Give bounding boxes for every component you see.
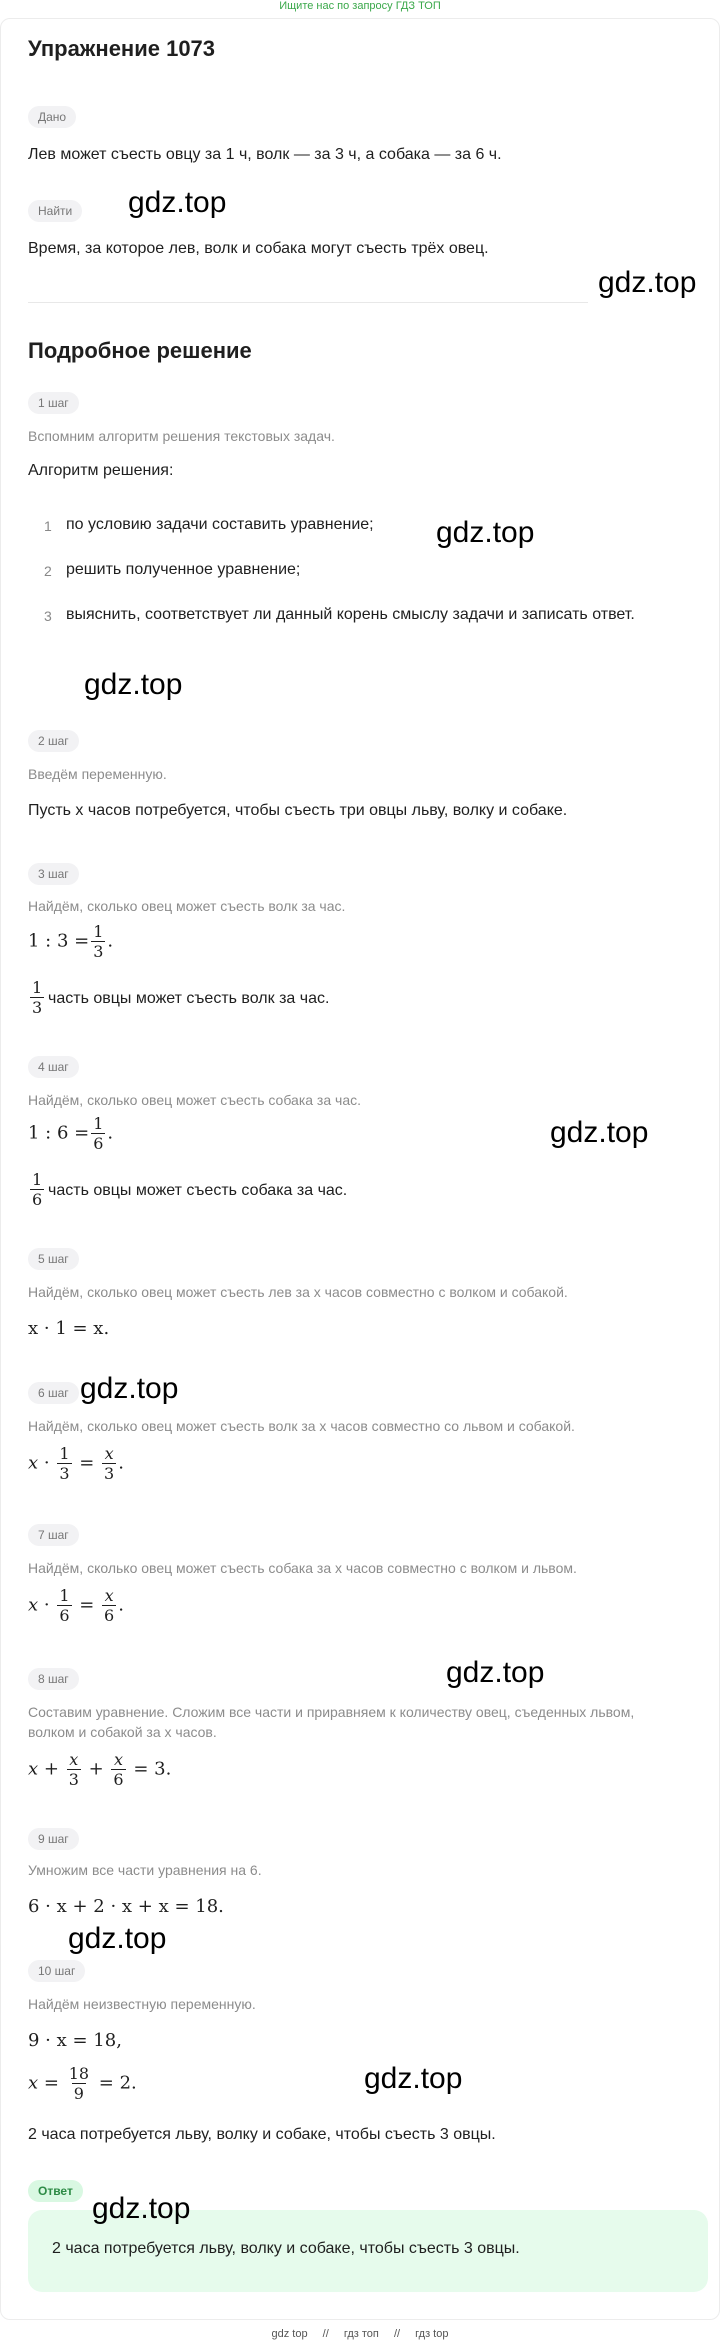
given-badge: Дано [28,106,76,128]
watermark: gdz.top [68,1922,167,1955]
step-badge: 3 шаг [28,863,79,885]
footer-links [0,2328,720,2340]
step-badge: 8 шаг [28,1668,79,1690]
watermark: gdz.top [364,2062,463,2095]
given-text: Лев может съесть овцу за 1 ч, волк — за 3 ч, а собака — за 6 ч. [28,146,502,163]
step-badge: 4 шаг [28,1056,79,1078]
step-hint: Найдём, сколько овец может съесть волк за час. [28,898,346,914]
step-hint: Найдём неизвестную переменную. [28,1996,256,2012]
equation: x · $\frac{1}{6}$ = $\frac{x}{6}$ . [28,1586,124,1625]
list-item-number: 3 [44,608,52,624]
step-text: 2 часа потребуется льву, волку и собаке, чтобы съесть 3 овцы. [28,2126,496,2143]
footer-separator: // [322,2328,329,2340]
step-hint: Найдём, сколько овец может съесть лев за x часов совместно с волком и собакой. [28,1284,568,1300]
watermark: gdz.top [80,1372,179,1405]
step-hint: Умножим все части уравнения на 6. [28,1862,262,1878]
equation: 9 · x = 18, [28,2030,122,2051]
watermark: gdz.top [128,186,227,219]
equation: x · 1 = x. [28,1318,110,1339]
step-badge: 10 шаг [28,1960,85,1982]
step-text: часть овцы может съесть собака за час. [48,1182,348,1199]
step-hint: Введём переменную. [28,766,167,782]
step-badge: 1 шаг [28,392,79,414]
find-text: Время, за которое лев, волк и собака могут съесть трёх овец. [28,240,489,257]
step-hint: Вспомним алгоритм решения текстовых задач. [28,428,335,444]
step-text: часть овцы может съесть волк за час. [48,990,330,1007]
step-badge: 9 шаг [28,1828,79,1850]
list-item-number: 1 [44,518,52,534]
list-item-number: 2 [44,563,52,579]
equation: 1 : 3 = $\frac{1}{3}$ . [28,922,114,961]
equation: 1 : 6 = $\frac{1}{6}$ . [28,1114,114,1153]
answer-badge: Ответ [28,2180,83,2202]
equation: x + $\frac{x}{3}$ + $\frac{x}{6}$ = 3. [28,1750,172,1789]
step-hint: Составим уравнение. Сложим все части и приравняем к количеству овец, съеденных львом, волком и собакой за x часов. [28,1704,635,1740]
footer-link[interactable]: гдз top [415,2328,449,2340]
step-text: Пусть x часов потребуется, чтобы съесть три овцы льву, волку и собаке. [28,802,568,819]
divider [28,302,588,303]
algorithm-label: Алгоритм решения: [28,462,174,479]
step-hint: Найдём, сколько овец может съесть волк за x часов совместно со львом и собакой. [28,1418,575,1434]
step-badge: 6 шаг [28,1382,79,1404]
watermark: gdz.top [84,668,183,701]
answer-text: 2 часа потребуется льву, волку и собаке, чтобы съесть 3 овцы. [52,2240,520,2257]
list-item: решить полученное уравнение; [66,561,301,578]
top-banner[interactable]: Ищите нас по запросу ГДЗ ТОП [279,0,441,12]
footer-separator: // [393,2328,401,2340]
step-hint: Найдём, сколько овец может съесть собака за x часов совместно с волком и львом. [28,1560,577,1576]
watermark: gdz.top [92,2192,191,2225]
fraction: $\frac{1}{6}$ [32,1170,43,1209]
solution-title: Подробное решение [28,338,252,363]
footer-link[interactable]: gdz top [271,2328,308,2340]
list-item: выяснить, соответствует ли данный корень смыслу задачи и записать ответ. [66,606,635,623]
step-hint: Найдём, сколько овец может съесть собака за час. [28,1092,361,1108]
step-badge: 5 шаг [28,1248,79,1270]
watermark: gdz.top [550,1116,649,1149]
watermark: gdz.top [436,516,535,549]
page-title: Упражнение 1073 [28,36,216,61]
watermark: gdz.top [446,1656,545,1689]
list-item: по условию задачи составить уравнение; [66,516,374,533]
watermark: gdz.top [598,266,697,299]
footer-link[interactable]: гдз топ [343,2328,379,2340]
equation: x = $\frac{18}{9}$ = 2. [28,2064,137,2103]
equation: x · $\frac{1}{3}$ = $\frac{x}{3}$ . [28,1444,124,1483]
step-badge: 7 шаг [28,1524,79,1546]
step-badge: 2 шаг [28,730,79,752]
find-badge: Найти [28,200,82,222]
fraction: $\frac{1}{3}$ [32,978,43,1017]
equation: 6 · x + 2 · x + x = 18. [28,1896,224,1917]
